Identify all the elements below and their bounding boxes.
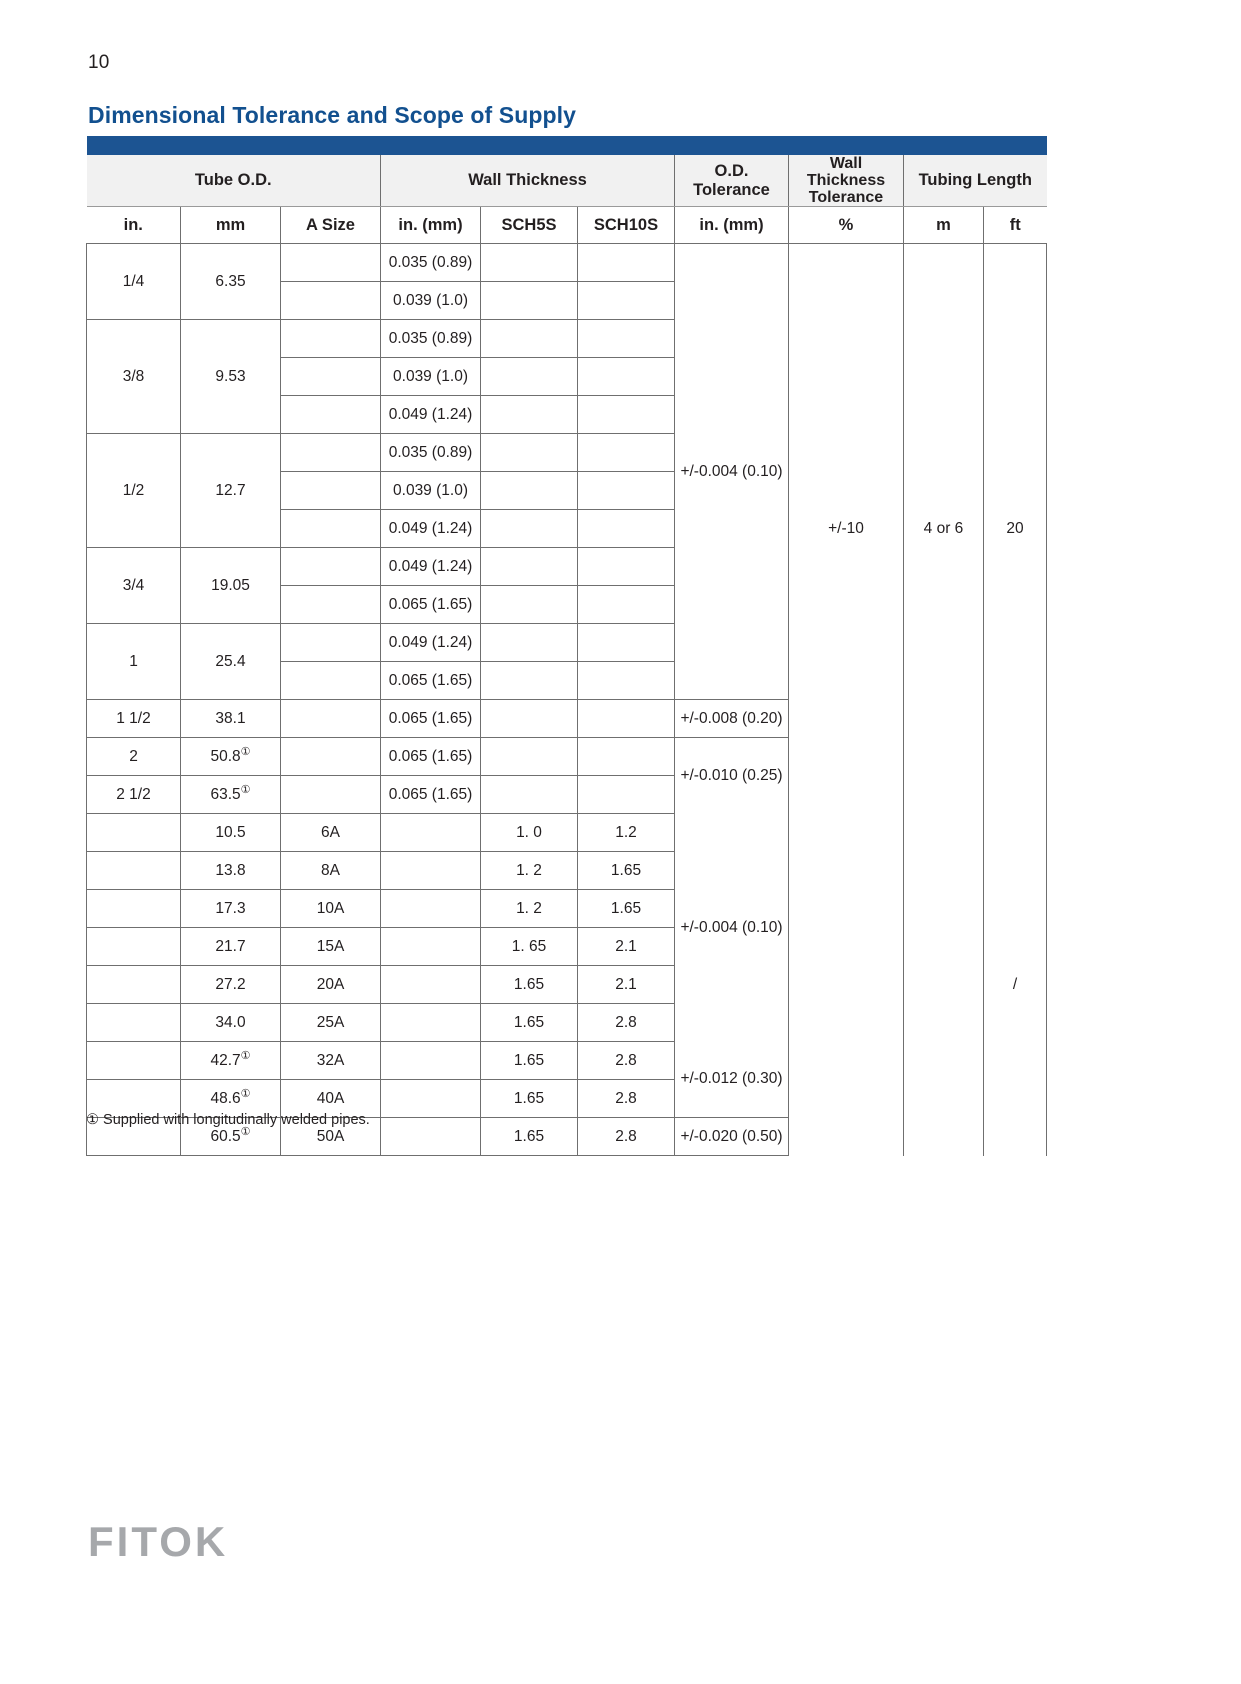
cell-sch10s [578, 548, 675, 586]
cell-a-size [281, 738, 381, 776]
cell-sch5s [481, 396, 578, 434]
cell-sch10s [578, 776, 675, 814]
cell-a-size: 50A [281, 1118, 381, 1156]
sub-header-row [87, 207, 1047, 244]
cell-mm: 6.35 [181, 244, 281, 320]
footnote-marker: ① [240, 1125, 251, 1138]
cell-sch5s: 1.65 [481, 1118, 578, 1156]
page-title: Dimensional Tolerance and Scope of Supply [88, 102, 577, 128]
subheader-in: in. [87, 207, 181, 244]
cell-sch10s [578, 396, 675, 434]
group-header-row [87, 155, 1047, 207]
cell-a-size [281, 396, 381, 434]
cell-wall-thickness [381, 966, 481, 1004]
cell-a-size [281, 358, 381, 396]
cell-in: 2 [87, 738, 181, 776]
cell-wall-thickness: 0.065 (1.65) [381, 776, 481, 814]
cell-sch5s: 1.65 [481, 1004, 578, 1042]
subheader-a-size: A Size [281, 207, 381, 244]
cell-sch10s [578, 282, 675, 320]
cell-a-size [281, 586, 381, 624]
cell-sch10s [578, 624, 675, 662]
cell-sch10s [578, 586, 675, 624]
cell-a-size [281, 472, 381, 510]
cell-length-ft: 20 [984, 244, 1047, 814]
cell-mm: 21.7 [181, 928, 281, 966]
subheader-wt-tolerance-unit: % [789, 207, 904, 244]
cell-mm-value: 50.8 [210, 747, 241, 765]
cell-sch10s: 1.65 [578, 890, 675, 928]
cell-wall-thickness-tolerance: +/-10 [789, 244, 904, 814]
subheader-length-m: m [904, 207, 984, 244]
cell-a-size [281, 320, 381, 358]
cell-wall-thickness: 0.049 (1.24) [381, 548, 481, 586]
cell-sch5s [481, 358, 578, 396]
subheader-sch5s: SCH5S [481, 207, 578, 244]
cell-wall-thickness: 0.035 (0.89) [381, 244, 481, 282]
cell-in [87, 852, 181, 890]
wtt-line1: Wall Thickness [806, 155, 886, 189]
cell-mm: 10.5 [181, 814, 281, 852]
cell-length-m: 4 or 6 [904, 244, 984, 814]
cell-mm: 38.1 [181, 700, 281, 738]
cell-wall-thickness: 0.039 (1.0) [381, 282, 481, 320]
cell-sch5s [481, 738, 578, 776]
cell-a-size: 32A [281, 1042, 381, 1080]
cell-mm [181, 776, 281, 814]
dimensional-tolerance-table [86, 136, 1047, 1156]
cell-od-tolerance: +/-0.020 (0.50) [675, 1118, 789, 1156]
cell-a-size [281, 662, 381, 700]
cell-sch5s [481, 320, 578, 358]
cell-sch10s [578, 700, 675, 738]
cell-wall-thickness: 0.035 (0.89) [381, 320, 481, 358]
cell-mm: 19.05 [181, 548, 281, 624]
cell-wall-thickness: 0.065 (1.65) [381, 700, 481, 738]
cell-wall-thickness: 0.049 (1.24) [381, 396, 481, 434]
cell-sch5s [481, 282, 578, 320]
cell-wall-thickness: 0.039 (1.0) [381, 472, 481, 510]
group-header-od-tolerance: O.D. Tolerance [675, 155, 789, 207]
blue-accent-bar [87, 136, 1047, 155]
cell-mm: 12.7 [181, 434, 281, 548]
cell-sch5s: 1. 2 [481, 852, 578, 890]
cell-wall-thickness: 0.049 (1.24) [381, 624, 481, 662]
cell-wall-thickness: 0.035 (0.89) [381, 434, 481, 472]
cell-sch10s: 2.8 [578, 1118, 675, 1156]
cell-mm [181, 738, 281, 776]
cell-wall-thickness [381, 1042, 481, 1080]
cell-a-size: 10A [281, 890, 381, 928]
cell-in [87, 1004, 181, 1042]
cell-mm-value: 48.6 [210, 1089, 241, 1107]
cell-in: 1 [87, 624, 181, 700]
group-header-tubing-length: Tubing Length [904, 155, 1047, 207]
cell-wall-thickness [381, 852, 481, 890]
cell-sch10s [578, 358, 675, 396]
cell-a-size [281, 548, 381, 586]
cell-sch5s: 1.65 [481, 1080, 578, 1118]
cell-wall-thickness [381, 814, 481, 852]
cell-mm: 17.3 [181, 890, 281, 928]
cell-in: 3/4 [87, 548, 181, 624]
cell-sch10s: 2.1 [578, 928, 675, 966]
company-logo: FITOK [88, 1518, 229, 1565]
cell-sch5s: 1.65 [481, 1042, 578, 1080]
cell-a-size [281, 624, 381, 662]
subheader-sch10s: SCH10S [578, 207, 675, 244]
cell-wall-thickness [381, 928, 481, 966]
cell-od-tolerance: +/-0.008 (0.20) [675, 700, 789, 738]
cell-sch5s [481, 586, 578, 624]
cell-sch5s [481, 548, 578, 586]
cell-mm-value: 63.5 [210, 785, 241, 803]
cell-sch5s [481, 776, 578, 814]
cell-in [87, 928, 181, 966]
cell-sch5s: 1. 2 [481, 890, 578, 928]
cell-sch10s: 2.8 [578, 1080, 675, 1118]
cell-sch10s: 2.8 [578, 1004, 675, 1042]
cell-sch10s [578, 244, 675, 282]
cell-a-size [281, 282, 381, 320]
cell-wall-thickness: 0.065 (1.65) [381, 662, 481, 700]
cell-sch10s [578, 510, 675, 548]
subheader-mm: mm [181, 207, 281, 244]
cell-in: 3/8 [87, 320, 181, 434]
cell-a-size: 8A [281, 852, 381, 890]
cell-od-tolerance: +/-0.012 (0.30) [675, 1042, 789, 1118]
cell-a-size [281, 510, 381, 548]
cell-mm [181, 1042, 281, 1080]
subheader-length-ft: ft [984, 207, 1047, 244]
cell-a-size: 25A [281, 1004, 381, 1042]
cell-sch5s [481, 434, 578, 472]
cell-a-size [281, 434, 381, 472]
blue-bar-cell [87, 136, 1047, 155]
footnote-marker: ① [240, 1087, 251, 1100]
table-footnote: ① Supplied with longitudinally welded pipes. [86, 1112, 370, 1128]
table-head [87, 136, 1047, 244]
cell-sch10s [578, 320, 675, 358]
cell-a-size: 40A [281, 1080, 381, 1118]
cell-in [87, 1042, 181, 1080]
cell-sch10s: 1.2 [578, 814, 675, 852]
cell-mm: 9.53 [181, 320, 281, 434]
cell-mm-value: 60.5 [210, 1127, 241, 1145]
group-header-wall-thickness: Wall Thickness [381, 155, 675, 207]
cell-in [87, 966, 181, 1004]
footnote-marker: ① [240, 1049, 251, 1062]
cell-wall-thickness [381, 1118, 481, 1156]
cell-a-size: 20A [281, 966, 381, 1004]
cell-a-size: 15A [281, 928, 381, 966]
group-header-wall-thickness-tolerance [789, 155, 904, 207]
cell-a-size [281, 244, 381, 282]
cell-sch10s: 2.1 [578, 966, 675, 1004]
cell-wall-thickness: 0.039 (1.0) [381, 358, 481, 396]
cell-sch10s: 1.65 [578, 852, 675, 890]
cell-mm: 13.8 [181, 852, 281, 890]
cell-wall-thickness: 0.065 (1.65) [381, 586, 481, 624]
cell-sch10s: 2.8 [578, 1042, 675, 1080]
cell-in [87, 814, 181, 852]
cell-in: 1/4 [87, 244, 181, 320]
cell-in [87, 890, 181, 928]
table-body [87, 244, 1047, 1156]
cell-in: 2 1/2 [87, 776, 181, 814]
cell-in: 1/2 [87, 434, 181, 548]
cell-sch10s [578, 472, 675, 510]
cell-a-size [281, 700, 381, 738]
cell-mm: 34.0 [181, 1004, 281, 1042]
subheader-wt-in-mm: in. (mm) [381, 207, 481, 244]
cell-sch10s [578, 662, 675, 700]
cell-mm: 27.2 [181, 966, 281, 1004]
cell-sch5s: 1.65 [481, 966, 578, 1004]
cell-sch5s [481, 510, 578, 548]
footnote-marker: ① [240, 745, 251, 758]
cell-mm: 25.4 [181, 624, 281, 700]
cell-od-tolerance: +/-0.010 (0.25) [675, 738, 789, 814]
cell-a-size [281, 776, 381, 814]
table-row [87, 814, 1047, 852]
spec-table-container [86, 136, 1046, 1156]
cell-a-size: 6A [281, 814, 381, 852]
cell-wall-thickness [381, 1080, 481, 1118]
cell-sch5s [481, 662, 578, 700]
cell-sch5s: 1. 65 [481, 928, 578, 966]
cell-in: 1 1/2 [87, 700, 181, 738]
table-row [87, 244, 1047, 282]
subheader-od-tolerance-unit: in. (mm) [675, 207, 789, 244]
cell-od-tolerance: +/-0.004 (0.10) [675, 244, 789, 700]
cell-sch10s [578, 434, 675, 472]
cell-od-tolerance: +/-0.004 (0.10) [675, 814, 789, 1042]
cell-wall-thickness: 0.065 (1.65) [381, 738, 481, 776]
cell-wall-thickness [381, 1004, 481, 1042]
cell-sch5s: 1. 0 [481, 814, 578, 852]
cell-sch5s [481, 700, 578, 738]
page-number: 10 [88, 52, 110, 73]
cell-sch5s [481, 624, 578, 662]
cell-length-m [904, 814, 984, 1156]
cell-sch5s [481, 472, 578, 510]
wtt-line2: Tolerance [808, 189, 884, 206]
cell-sch10s [578, 738, 675, 776]
cell-wall-thickness-tolerance [789, 814, 904, 1156]
group-header-tube-od: Tube O.D. [87, 155, 381, 207]
cell-length-ft: / [984, 814, 1047, 1156]
cell-mm-value: 42.7 [210, 1051, 241, 1069]
cell-wall-thickness: 0.049 (1.24) [381, 510, 481, 548]
footnote-marker: ① [240, 783, 251, 796]
cell-sch5s [481, 244, 578, 282]
cell-wall-thickness [381, 890, 481, 928]
